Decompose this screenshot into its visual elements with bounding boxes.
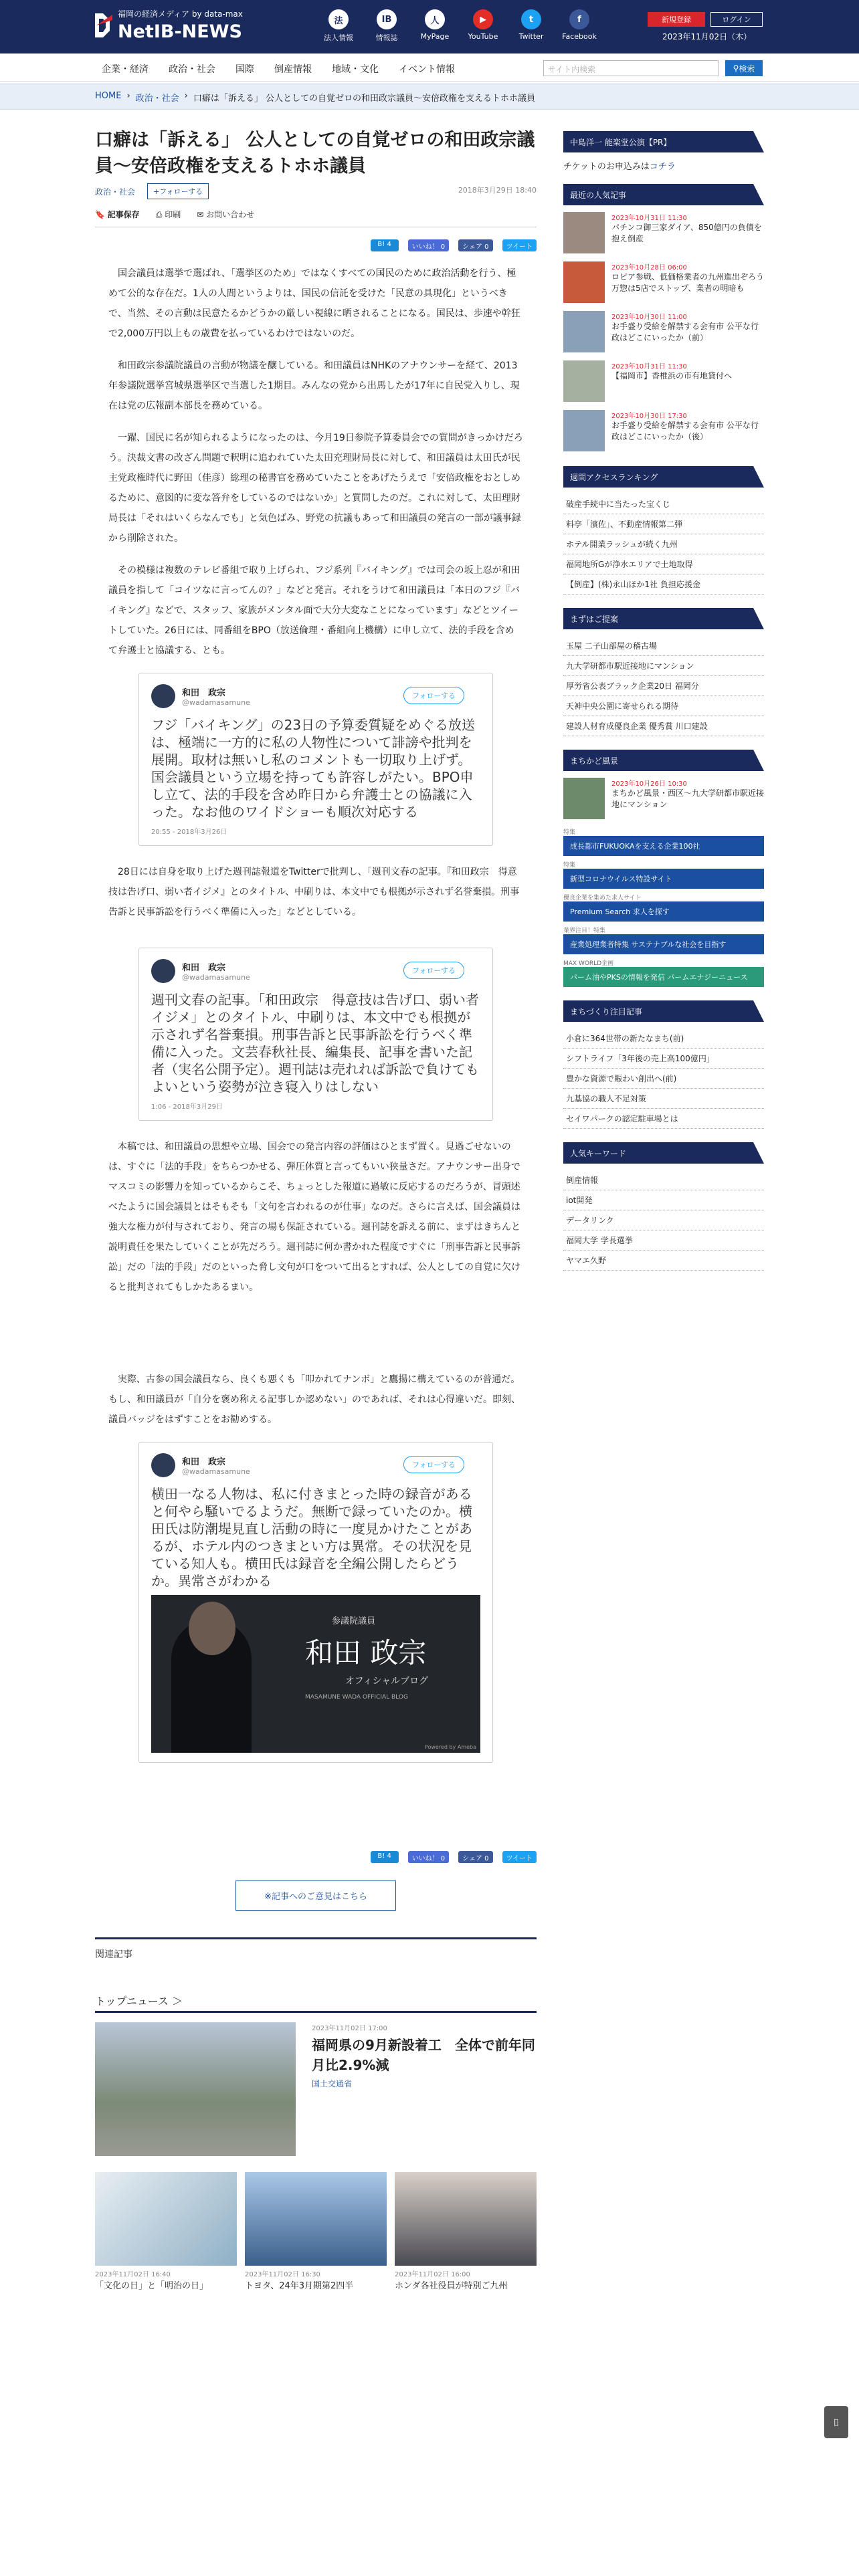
tweet-follow-button[interactable]: フォローする <box>403 962 464 979</box>
related-articles-heading: 関連記事 <box>95 1937 537 1961</box>
news-thumb-image <box>95 2172 237 2266</box>
sidebar-heading-town: まちかど風景 <box>563 750 764 771</box>
facebook-label: Facebook <box>562 32 597 41</box>
popular-item[interactable] <box>563 360 764 402</box>
event-link[interactable]: コチラ <box>649 162 676 172</box>
keyword-item[interactable]: 福岡大学 学長選挙 <box>563 1230 764 1251</box>
tweet-button[interactable]: ツイート <box>502 1851 537 1863</box>
suggest-item[interactable]: 九大学研都市駅近接地にマンション <box>563 656 764 676</box>
tweet-text: 横田一なる人物は、私に付きまとった時の録音があると何やら騒いでるようだ。無断で録っていたのか。横田氏は防潮堤見直し活動の時に一度見かけたことがあるが、ホテル内のつきまとい方は異常。その状況を見ている知人も。横田氏は録音を全編公開したらどうか。異常さがわかる <box>151 1486 472 1589</box>
news-thumb[interactable] <box>245 2172 387 2291</box>
breadcrumb-category[interactable]: 政治・社会 <box>135 94 179 104</box>
scroll-to-top-button[interactable] <box>824 2406 848 2438</box>
save-article-button[interactable] <box>95 209 140 220</box>
blog-subtitle-en: MASAMUNE WADA OFFICIAL BLOG <box>305 1694 408 1701</box>
news-thumb-image <box>245 2172 387 2266</box>
suggest-item[interactable]: 厚労省公表ブラック企業20日 福岡分 <box>563 676 764 696</box>
article-paragraph: 28日には自身を取り上げた週刊誌報道をTwitterで批判し、「週刊文春の記事。『和田政宗 得意技は告げ口、弱い者イジメ』とのタイトル、中刷りは、本文中でも根拠が示されず名誉棄損。刑事告訴と民事訴訟を行うべく準備に入った」などとしている。 <box>108 867 520 918</box>
search-input[interactable]: サイト内検索 <box>543 60 719 76</box>
contact-button[interactable] <box>197 209 254 220</box>
town-thumb <box>563 778 605 819</box>
top-news-title: 福岡県の9月新設着工 全体で前年同月比2.9%減 <box>312 2037 535 2073</box>
tweet-author: 和田 政宗 <box>182 688 226 698</box>
share-buttons-top <box>95 239 537 251</box>
keyword-item[interactable]: データリンク <box>563 1210 764 1230</box>
user-icon: 人 <box>425 9 445 29</box>
popular-item[interactable] <box>563 261 764 303</box>
ameba-brand: Powered by Ameba <box>424 1744 476 1750</box>
twitter-icon: t <box>521 9 541 29</box>
popular-date: 2023年10月31日 11:30 <box>611 363 687 370</box>
tweet-text: 週刊文春の記事。「和田政宗 得意技は告げ口、弱い者イジメ」とのタイトル、中刷りは、本文中でも根拠が示されず名誉棄損。刑事告訴と民事訴訟を行うべく準備に入った。文芸春秋社長、編集長、記事を書いた記者（実名公開予定）。週刊誌は売れれば訴訟で負けてもよいという姿勢が泣き寝入りはしない <box>151 992 479 1095</box>
magazine-link[interactable] <box>363 9 411 43</box>
keyword-item[interactable]: ヤマエ久野 <box>563 1251 764 1271</box>
popular-thumb <box>563 410 605 451</box>
popular-thumb <box>563 311 605 352</box>
access-item[interactable]: 破産手続中に当たった宝くじ <box>563 494 764 514</box>
popular-item[interactable] <box>563 311 764 352</box>
article-paragraph: 実際、古参の国会議員なら、良くも悪くも「叩かれてナンボ」と鷹揚に構えているのが普通だ。もし、和田議員が「自分を褒め称える記事しか認めない」のであれば、それは心得違いだ。即刻、議員バッジをはずすことをお勧めする。 <box>108 1374 520 1425</box>
tweet-text: フジ「バイキング」の23日の予算委質疑をめぐる放送は、極端に一方的に私の人物性について誹謗や批判を展開。取材は無いし私のコメントも一切取り上げず。国会議員という立場を持っても許容しがたい。BPO申し立て、法的手段を含め昨日から弁護士との協議に入った。なお他のワイドショーも順次対応する <box>151 717 476 820</box>
chevron-up-icon: ▯ <box>834 2417 839 2428</box>
tweet-follow-button[interactable]: フォローする <box>403 687 464 704</box>
chevron-right-icon: › <box>184 91 188 101</box>
popular-thumb <box>563 261 605 303</box>
news-thumb-date: 2023年11月02日 16:30 <box>245 2271 320 2278</box>
article-date: 2018年3月29日 18:40 <box>458 186 537 195</box>
popular-thumb <box>563 212 605 253</box>
banner-waste[interactable]: 産業処理業者特集 サステナブルな社会を目指す <box>563 934 764 954</box>
keyword-item[interactable]: 倒産情報 <box>563 1170 764 1190</box>
top-news-image <box>95 2022 296 2156</box>
news-thumbs <box>95 2172 537 2291</box>
header-date: 2023年11月02日（木） <box>662 32 752 41</box>
corp-info-link[interactable] <box>314 9 363 43</box>
access-item[interactable]: ホテル開業ラッシュが続く九州 <box>563 534 764 554</box>
youtube-icon: ▶ <box>473 9 493 29</box>
search-button-label: 検索 <box>739 64 755 74</box>
popular-title: パチンコ御三家ダイア、850億円の負債を抱え倒産 <box>611 223 762 243</box>
mypage-label: MyPage <box>420 32 450 41</box>
login-button[interactable]: ログイン <box>710 12 763 27</box>
magazine-icon: IB <box>377 9 397 29</box>
access-item[interactable]: 【倒産】(株)永山ほか1社 負担応援金 <box>563 574 764 595</box>
site-header <box>0 0 859 53</box>
nav-item-bankruptcy[interactable]: 倒産情報 <box>274 64 312 75</box>
banner-premium-search[interactable]: Premium Search 求人を探す <box>563 901 764 922</box>
news-thumb-title: ホンダ各社役員が特別ご九州 <box>395 2281 508 2291</box>
mail-icon: ✉ <box>197 210 204 219</box>
news-thumb-title: トヨタ、24年3月期第2四半 <box>245 2281 354 2291</box>
machi-item[interactable]: 豊かな資源で賑わい創出へ(前) <box>563 1069 764 1089</box>
sidebar-heading-popular: 最近の人気記事 <box>563 184 764 205</box>
sidebar <box>563 131 764 1271</box>
banner-label: 特集 <box>563 862 576 869</box>
machi-item[interactable]: シフトライフ「3年後の売上高100億円」 <box>563 1049 764 1069</box>
town-item[interactable] <box>563 778 764 819</box>
tweet-button[interactable]: ツイート <box>502 239 537 251</box>
article-category[interactable]: 政治・社会 <box>95 187 136 197</box>
nav-item-events[interactable]: イベント情報 <box>399 64 455 75</box>
tweet-handle: @wadamasamune <box>182 973 250 982</box>
tweet-author: 和田 政宗 <box>182 1457 226 1467</box>
popular-item[interactable] <box>563 410 764 451</box>
banner-fukuoka-100[interactable]: 成長都市FUKUOKAを支える企業100社 <box>563 836 764 856</box>
follow-category-button[interactable]: +フォローする <box>147 183 209 199</box>
like-button[interactable]: いいね！ 0 <box>408 239 450 251</box>
machi-item[interactable]: セイワパークの認定駐車場とは <box>563 1109 764 1129</box>
news-thumb[interactable] <box>395 2172 537 2291</box>
opinion-button[interactable]: ※記事へのご意見はこちら <box>235 1881 396 1911</box>
facebook-link[interactable] <box>555 9 603 43</box>
town-date: 2023年10月26日 10:30 <box>611 780 687 788</box>
article-tools <box>95 209 537 227</box>
event-text-label: チケットのお申込みは <box>563 162 650 172</box>
twitter-label: Twitter <box>518 32 544 41</box>
tweet-time[interactable]: 20:55 - 2018年3月26日 <box>151 829 227 836</box>
machi-item[interactable]: 九基協の職人不足対策 <box>563 1089 764 1109</box>
blog-caption: 参議院議員 <box>332 1616 376 1626</box>
blog-name: 和田 政宗 <box>305 1636 427 1669</box>
embedded-tweet[interactable] <box>138 1442 493 1763</box>
suggest-item[interactable]: 玉屋 二子山部屋の稽古場 <box>563 636 764 656</box>
popular-title: お手盛り受給を解禁する会有市 公平な行政はどこにいったか（前） <box>611 322 759 342</box>
avatar <box>151 1453 175 1477</box>
machi-item[interactable]: 小倉に364世帯の新たなまち(前) <box>563 1029 764 1049</box>
sidebar-heading-access: 週間アクセスランキング <box>563 466 764 488</box>
top-news-feature[interactable] <box>95 2022 537 2156</box>
youtube-label: YouTube <box>468 32 498 41</box>
breadcrumb <box>0 83 859 110</box>
popular-date: 2023年10月30日 11:00 <box>611 314 687 321</box>
register-button[interactable]: 新規登録 <box>648 12 705 27</box>
popular-thumb <box>563 360 605 402</box>
popular-date: 2023年10月28日 06:00 <box>611 264 687 272</box>
share-buttons-bottom <box>95 1851 537 1863</box>
print-button[interactable] <box>156 209 181 220</box>
suggest-item[interactable]: 建設人材育成優良企業 優秀賞 川口建設 <box>563 716 764 736</box>
contact-label: お問い合わせ <box>206 210 255 219</box>
magazine-label: 情報誌 <box>375 33 398 42</box>
chevron-right-icon: › <box>126 91 130 101</box>
blog-subtitle: オフィシャルブログ <box>345 1676 429 1687</box>
banner-label: MAX WORLD企画 <box>563 960 614 967</box>
access-item[interactable]: 料亭「濱佐」、不動産情報第二弾 <box>563 514 764 534</box>
nav-item-economy[interactable]: 企業・経済 <box>102 64 149 75</box>
breadcrumb-current: 口癖は「訴える」 公人としての自覚ゼロの和田政宗議員～安倍政権を支えるトホホ議員 <box>193 94 536 104</box>
article-paragraph: その模様は複数のテレビ番組で取り上げられ、フジ系列『バイキング』では司会の坂上忍が和田議員を指して「コイツなに言ってんの？」などと発言。それをうけて和田議員は「本日のフジ『バイキング』などで、スタッフ、家族がメンタル面で大分大変なことになっています」などとツイートしていた。26日には、同番組をBPO（放送倫理・番組向上機構）に申し立て、法的手段を含めて弁護士と協議する、とも。 <box>108 565 520 656</box>
popular-date: 2023年10月31日 11:30 <box>611 215 687 222</box>
save-label: 記事保存 <box>107 210 140 219</box>
top-news-category[interactable]: 国土交通省 <box>312 2079 353 2088</box>
site-name: NetIB-NEWS <box>118 21 242 42</box>
banner-label: 優良企業を集めた求人サイト <box>563 895 642 901</box>
avatar <box>151 959 175 983</box>
news-thumb[interactable] <box>95 2172 237 2291</box>
avatar <box>151 684 175 708</box>
sidebar-heading-event[interactable]: 中島洋一 能楽堂公演【PR】 <box>563 131 764 152</box>
suggest-item[interactable]: 天神中央公園に寄せられる期待 <box>563 696 764 716</box>
banner-label: 業界注目！特集 <box>563 928 606 934</box>
article-paragraph: 一躍、国民に名が知られるようになったのは、今月19日参院予算委員会での質問がきっかけだろう。決裁文書の改ざん問題で釈明に追われていた太田充理財局長に対して、和田議員は太田氏が民主党政権時代に野田（佳彦）総理の秘書官を務めていたことをあげたうえで「安倍政権をおとしめるために、意図的に変な答弁をしているのではないか」と質問したのだ。これに対して、太田理財局長は「それはいくらなんでも」と気色ばみ、野党の抗議もあって和田議員の発言の一部が議事録から削除された。 <box>108 433 523 544</box>
town-title: まちかど風景・西区～九大学研都市駅近接地にマンション <box>611 788 765 809</box>
popular-date: 2023年10月30日 17:30 <box>611 413 687 420</box>
corp-info-label: 法人情報 <box>324 33 353 42</box>
search-icon: ⚲ <box>733 64 739 73</box>
banner-covid[interactable]: 新型コロナウイルス特設サイト <box>563 869 764 889</box>
twitter-link[interactable] <box>507 9 555 43</box>
like-button[interactable]: いいね！ 0 <box>408 1851 450 1863</box>
sidebar-heading-keywords: 人気キーワード <box>563 1142 764 1164</box>
news-thumb-date: 2023年11月02日 16:00 <box>395 2271 470 2278</box>
tweet-author: 和田 政宗 <box>182 963 226 973</box>
article-paragraph: 国会議員は選挙で選ばれ、「選挙区のため」ではなくすべての国民のために政治活動を行う、極めて公的な存在だ。1人の人間というよりは、国民の信託を受けた「民意の具現化」というべきで、当然、その言動は民意たるかどうかの厳しい視線に晒されることになる。国民は、歩速や幹狂で2,000万円以上もの歳費を払っているわけではないのだ。 <box>108 268 520 339</box>
tweet-handle: @wadamasamune <box>182 698 250 707</box>
youtube-link[interactable] <box>459 9 507 43</box>
mypage-link[interactable] <box>411 9 459 43</box>
article-paragraph: 本稿では、和田議員の思想や立場、国会での発言内容の評価はひとまず置く。見過ごせないのは、すぐに「法的手段」をちらつかせる、弾圧体質と言ってもいい狭量さだ。アナウンサー出身でマスコミの影響力を知っているからこそ、ちょっとした報道に過敏に反応するのだろうが、冒頭述べたように国会議員とはそもそも「文句を言われるのが仕事」なのだ。さらに言えば、国会議員は強大な権力が付与されており、発言の場も保証されている。週刊誌を訴える前に、まずはきちんと説明責任を果たしていくことが先だろう。週刊誌に何か書かれた程度ですぐに「刑事告訴と民事訴訟」だの「法的手段」だのといった脅し文句が口をついて出るとすれば、公人としての自覚に欠けると批判されてもしかたあるまい。 <box>108 1142 520 1293</box>
blog-banner-image[interactable] <box>151 1595 480 1753</box>
tweet-follow-button[interactable]: フォローする <box>403 1456 464 1473</box>
popular-title: 【福岡市】香椎浜の市有地貸付へ <box>611 371 733 381</box>
embedded-tweet[interactable] <box>138 673 493 846</box>
breadcrumb-home[interactable]: HOME <box>95 91 122 101</box>
article-meta <box>95 183 537 199</box>
news-thumb-title: 「文化の日」と「明治の日」 <box>95 2281 209 2291</box>
popular-title: お手盛り受給を解禁する会有市 公平な行政はどこにいったか（後） <box>611 421 759 441</box>
site-tagline: 福岡の経済メディア by data-max <box>118 9 243 19</box>
article-main <box>95 127 537 2291</box>
event-text <box>563 159 764 172</box>
news-thumb-date: 2023年11月02日 16:40 <box>95 2271 171 2278</box>
hatena-share-button[interactable]: B! 4 <box>371 1851 399 1863</box>
search-button[interactable] <box>725 60 763 76</box>
popular-item[interactable] <box>563 212 764 253</box>
sidebar-heading-machi: まちづくり注目記事 <box>563 1000 764 1022</box>
article-title: 口癖は「訴える」 公人としての自覚ゼロの和田政宗議員～安倍政権を支えるトホホ議員 <box>95 130 535 177</box>
portrait-face <box>189 1602 235 1655</box>
top-news-date: 2023年11月02日 17:00 <box>312 2025 387 2032</box>
building-icon: 法 <box>328 9 349 29</box>
printer-icon: ⎙ <box>155 210 163 219</box>
embedded-tweet[interactable] <box>138 948 493 1121</box>
tweet-handle: @wadamasamune <box>182 1467 250 1476</box>
hatena-share-button[interactable]: B! 4 <box>371 239 399 251</box>
news-thumb-image <box>395 2172 537 2266</box>
article-paragraph: 和田政宗参議院議員の言動が物議を醸している。和田議員はNHKのアナウンサーを経て、2013年参議院選挙宮城県選挙区で当選した1期目。みんなの党から出馬したが17年に自民党入りし、現在は党の広報副本部長を務めている。 <box>108 360 520 411</box>
sidebar-heading-suggest: まずはご提案 <box>563 608 764 629</box>
nav-item-international[interactable]: 国際 <box>235 64 254 75</box>
bookmark-icon: 🔖 <box>95 210 105 219</box>
logo-mark-icon <box>94 11 114 40</box>
article-body <box>95 263 537 1763</box>
banner-label: 特集 <box>563 829 576 836</box>
header-icon-links <box>314 9 603 43</box>
facebook-share-button[interactable]: シェア 0 <box>458 239 492 251</box>
access-item[interactable]: 福岡地所Gが浄水エリアで土地取得 <box>563 554 764 574</box>
print-label: 印刷 <box>165 210 181 219</box>
banner-palm[interactable]: パーム油やPKSの情報を発信 パームエナジーニュース <box>563 967 764 987</box>
top-news-heading[interactable]: トップニュース ＞ <box>95 1993 537 2013</box>
keyword-item[interactable]: iot開発 <box>563 1190 764 1210</box>
tweet-time[interactable]: 1:06 - 2018年3月29日 <box>151 1103 223 1111</box>
facebook-icon: f <box>569 9 589 29</box>
nav-item-region[interactable]: 地域・文化 <box>332 64 379 75</box>
nav-item-politics[interactable]: 政治・社会 <box>169 64 215 75</box>
popular-title: ロピア参戦、低価格業者の九州進出ぞろう 万惣は5店でストップ、業者の明暗も <box>611 272 765 293</box>
facebook-share-button[interactable]: シェア 0 <box>458 1851 492 1863</box>
